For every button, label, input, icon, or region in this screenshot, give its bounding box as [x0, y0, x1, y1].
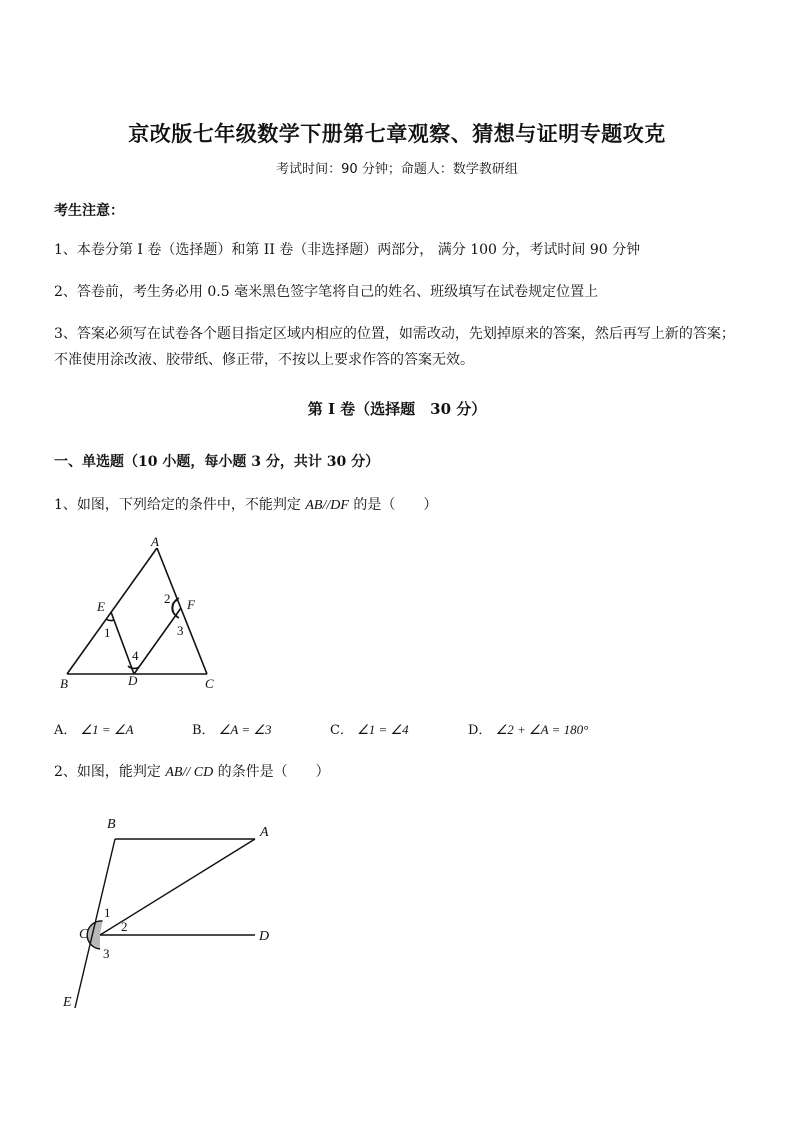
section-title: 第 I 卷（选择题 30 分） [307, 400, 487, 418]
label-e: E [63, 995, 72, 1010]
label-a: A [151, 534, 159, 549]
segment-ab [67, 548, 157, 674]
angle-4-arc [128, 666, 139, 668]
angle-2-label: 2 [164, 591, 171, 606]
question-1-stem-math: AB//DF [305, 498, 349, 513]
notice-item-1: 1、本卷分第 I 卷（选择题）和第 II 卷（非选择题）两部分， 满分 100 分，考试时间 90 分钟 [54, 242, 641, 258]
label-c: C [205, 676, 214, 691]
segment-ac [157, 548, 207, 674]
label-d: D [128, 673, 138, 688]
question-1-stem-suffix: 的是（ ） [353, 497, 438, 513]
notice-item-2: 2、答卷前，考生务必用 0.5 毫米黑色签字笔将自己的姓名、班级填写在试卷规定位置上 [54, 284, 599, 300]
angle-3-label: 3 [103, 946, 110, 961]
label-d: D [259, 929, 270, 944]
line-be [75, 839, 115, 1008]
question-2-stem-prefix: 2、如图，能判定 [54, 764, 161, 780]
exam-info: 考试时间：90 分钟；命题人：数学教研组 [276, 162, 518, 177]
notice-heading: 考生注意： [54, 203, 124, 219]
option-text: ∠1 = ∠A [80, 722, 134, 737]
page-title: 京改版七年级数学下册第七章观察、猜想与证明专题攻克 [128, 121, 666, 146]
option-letter: C． [330, 723, 353, 738]
label-b: B [60, 676, 68, 691]
question-1-stem-prefix: 1、如图，下列给定的条件中，不能判定 [54, 497, 301, 513]
notice-item-3: 3、答案必须写在试卷各个题目指定区域内相应的位置，如需改动，先划掉原来的答案，然后再写上新的答案；不准使用涂改液、胶带纸、修正带，不按以上要求作答的答案无效。 [54, 326, 735, 368]
question-1-option-b[interactable] [192, 719, 272, 738]
part-title: 一、单选题（10 小题，每小题 3 分，共计 30 分） [54, 454, 380, 470]
question-1-option-c[interactable] [330, 719, 409, 738]
angle-1-arc [106, 619, 114, 621]
question-1-figure [50, 530, 250, 695]
segment-ed [111, 612, 134, 674]
label-e: E [97, 599, 105, 614]
question-2-stem-suffix: 的条件是（ ） [217, 764, 330, 780]
angle-4-label: 4 [132, 648, 139, 663]
option-letter: D． [468, 723, 492, 738]
question-1-stem [54, 494, 437, 514]
label-f: F [187, 597, 195, 612]
angle-1-label: 1 [104, 625, 111, 640]
option-letter: A． [54, 723, 77, 738]
question-2-stem [54, 761, 330, 781]
question-1-option-a[interactable] [54, 719, 134, 738]
option-text: ∠A = ∠3 [218, 722, 272, 737]
segment-df [134, 608, 181, 674]
angle-1-label: 1 [104, 905, 111, 920]
question-2-stem-math: AB// CD [165, 765, 214, 780]
label-c: C [79, 927, 89, 942]
option-text: ∠1 = ∠4 [357, 722, 409, 737]
question-2-figure [55, 810, 295, 1015]
option-text: ∠2 + ∠A = 180° [495, 722, 589, 737]
label-a: A [260, 825, 269, 840]
angle-3-label: 3 [177, 623, 184, 638]
angle-2-label: 2 [121, 919, 128, 934]
option-letter: B． [192, 723, 215, 738]
question-1-option-d[interactable] [468, 719, 588, 738]
label-b: B [107, 817, 116, 832]
